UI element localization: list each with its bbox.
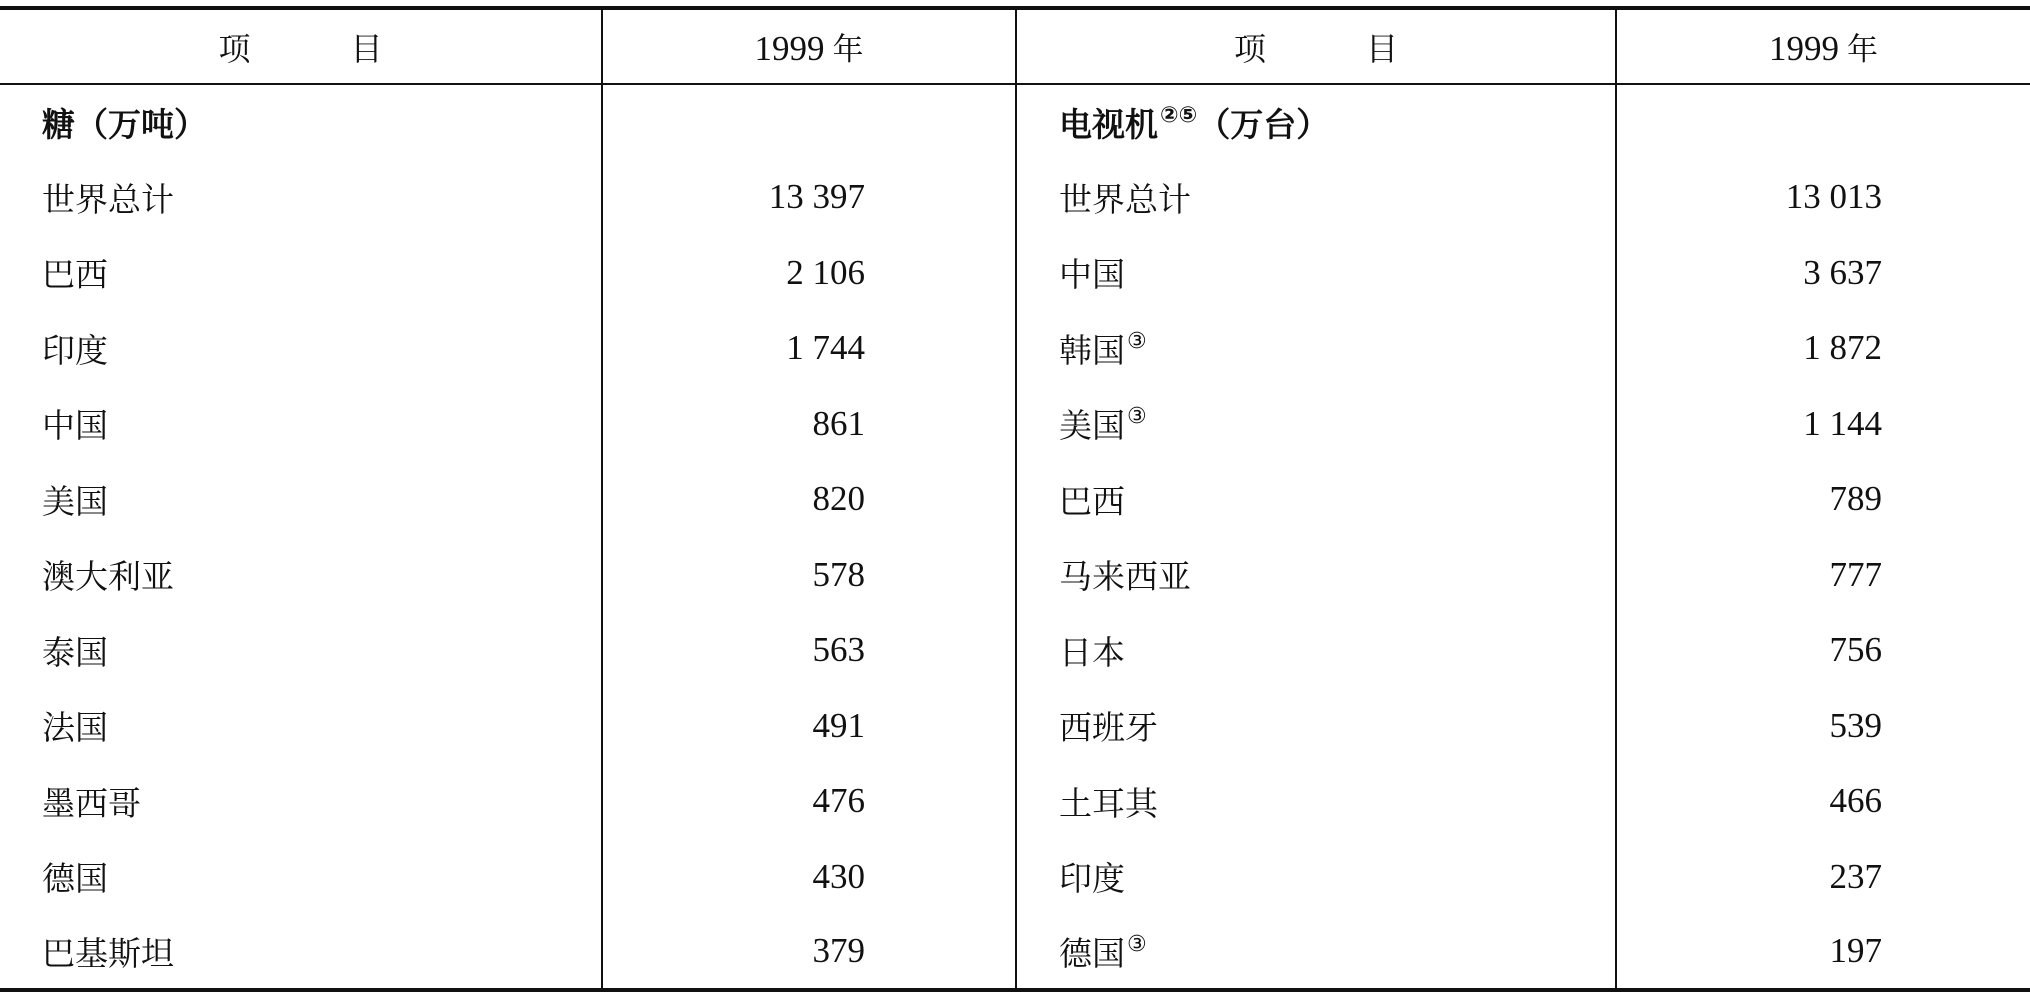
tv-country-name: 世界总计	[1059, 179, 1191, 219]
header-year-label	[1769, 29, 1878, 68]
sugar-country: 德国	[0, 839, 602, 915]
sugar-value: 861	[602, 386, 1016, 462]
tv-value: 1 872	[1803, 328, 1882, 368]
tv-country	[1016, 537, 1616, 613]
tv-country-name: 中国	[1059, 255, 1125, 295]
sugar-value: 578	[602, 537, 1016, 613]
tv-country-name: 西班牙	[1059, 708, 1158, 748]
sugar-value: 820	[602, 462, 1016, 538]
sugar-country: 世界总计	[0, 160, 602, 236]
table-row	[0, 613, 2030, 689]
sugar-value: 491	[602, 688, 1016, 764]
tv-country-name: 印度	[1059, 859, 1125, 899]
header-item-label: 项目	[218, 29, 483, 68]
sugar-value: 13 397	[602, 160, 1016, 236]
table-row	[0, 764, 2030, 840]
header-row	[0, 8, 2030, 84]
tv-country	[1016, 688, 1616, 764]
tv-country	[1016, 235, 1616, 311]
tv-value: 466	[1829, 781, 1882, 821]
empty-cell	[1616, 84, 2030, 160]
sugar-country: 法国	[0, 688, 602, 764]
table-row	[0, 386, 2030, 462]
table-row	[0, 537, 2030, 613]
production-table	[0, 6, 2030, 992]
sugar-value: 379	[602, 915, 1016, 991]
sugar-country: 泰国	[0, 613, 602, 689]
tv-value: 3 637	[1803, 252, 1882, 292]
tv-country-note: ③	[1127, 404, 1147, 430]
sugar-value: 563	[602, 613, 1016, 689]
header-year-right	[1616, 8, 2030, 84]
tv-country-name: 土耳其	[1059, 783, 1158, 823]
tv-value: 789	[1829, 479, 1882, 519]
tv-country	[1016, 311, 1616, 387]
table-row	[0, 462, 2030, 538]
header-year-label	[755, 29, 864, 68]
sugar-value: 1 744	[602, 311, 1016, 387]
tv-title-note: ②⑤	[1160, 102, 1198, 128]
sugar-country: 印度	[0, 311, 602, 387]
section-title-row	[0, 84, 2030, 160]
tv-value: 777	[1829, 554, 1882, 594]
tv-country-note: ③	[1127, 931, 1147, 957]
sugar-country: 澳大利亚	[0, 537, 602, 613]
sugar-country: 巴基斯坦	[0, 915, 602, 991]
sugar-country: 巴西	[0, 235, 602, 311]
tv-value: 197	[1616, 915, 2030, 991]
tv-country	[1016, 462, 1616, 538]
header-year-unit: 年	[1847, 32, 1878, 68]
empty-cell	[602, 84, 1016, 160]
tv-value: 237	[1829, 856, 1882, 896]
sugar-value: 430	[602, 839, 1016, 915]
tv-value: 1 144	[1803, 403, 1882, 443]
tv-value: 539	[1829, 705, 1882, 745]
tv-value: 756	[1829, 630, 1882, 670]
sugar-value: 476	[602, 764, 1016, 840]
table-body	[0, 84, 2030, 990]
tv-country-name: 马来西亚	[1059, 557, 1191, 597]
table-row	[0, 235, 2030, 311]
tv-country-note: ③	[1127, 328, 1147, 354]
sugar-country: 墨西哥	[0, 764, 602, 840]
header-item-right	[1016, 8, 1616, 84]
sugar-country: 中国	[0, 386, 602, 462]
header-year-unit: 年	[832, 32, 864, 68]
tv-country-name: 巴西	[1059, 481, 1125, 521]
table-row	[0, 839, 2030, 915]
tv-value: 13 013	[1785, 177, 1882, 217]
header-year-number: 1999	[1769, 29, 1839, 68]
header-item-left	[0, 8, 602, 84]
sugar-country: 美国	[0, 462, 602, 538]
header-year-left	[602, 8, 1016, 84]
header-year-number: 1999	[754, 29, 825, 68]
table-row	[0, 915, 2030, 991]
tv-country-name: 日本	[1059, 632, 1125, 672]
header-item-label: 项目	[1233, 29, 1498, 68]
tv-country-name: 美国	[1059, 406, 1125, 446]
table-row	[0, 311, 2030, 387]
table-row	[0, 688, 2030, 764]
tv-country	[1016, 764, 1616, 840]
tv-title-main: 电视机	[1059, 104, 1158, 144]
sugar-value: 2 106	[602, 235, 1016, 311]
sugar-section-title: 糖（万吨）	[0, 84, 602, 160]
tv-country	[1016, 915, 1616, 991]
tv-country	[1016, 839, 1616, 915]
tv-country	[1016, 613, 1616, 689]
tv-country	[1016, 160, 1616, 236]
tv-section-title	[1016, 84, 1616, 160]
table-row	[0, 160, 2030, 236]
tv-country-name: 德国	[1059, 933, 1125, 973]
tv-title-unit: （万台）	[1197, 104, 1330, 144]
tv-country	[1016, 386, 1616, 462]
tv-country-name: 韩国	[1059, 330, 1125, 370]
table-header	[0, 8, 2030, 84]
